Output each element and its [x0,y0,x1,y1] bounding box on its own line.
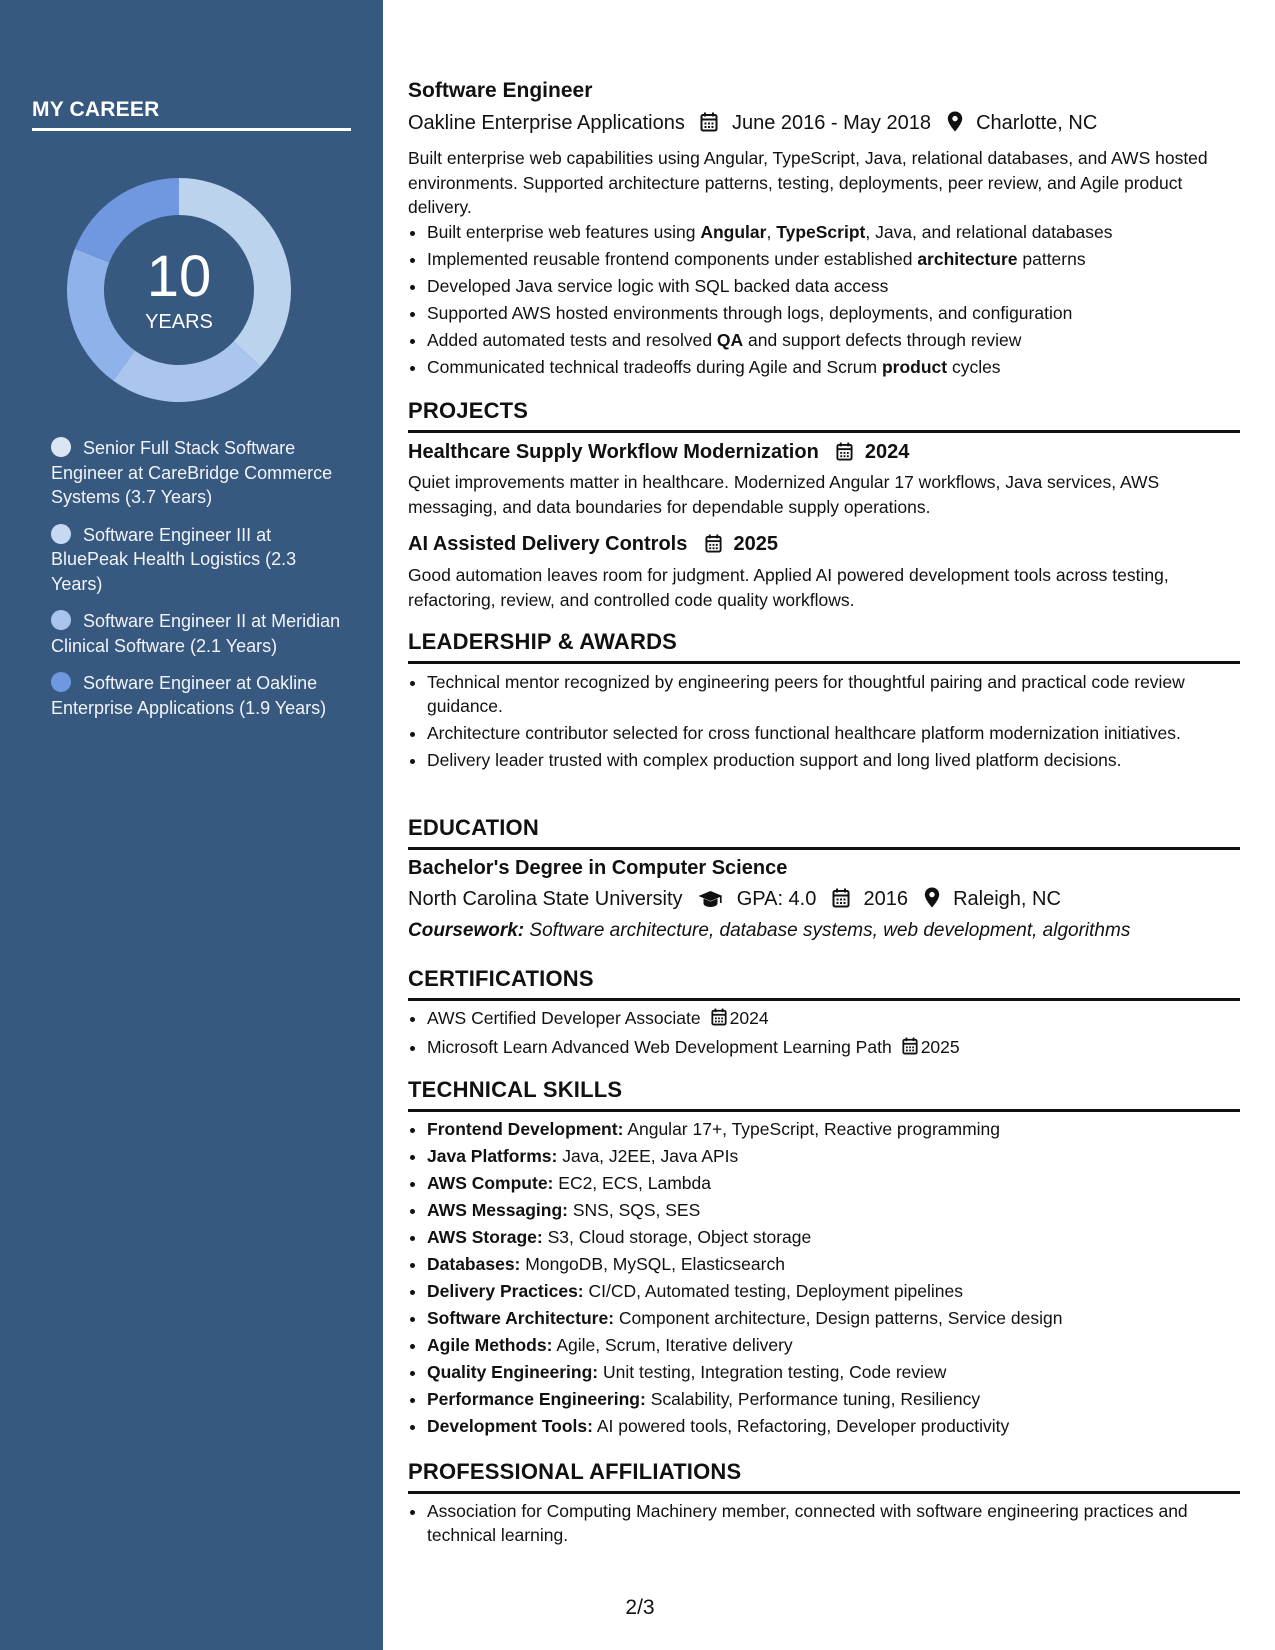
leadership-item: • Technical mentor recognized by engineering peers for thoughtful pairing and practical code review guidance. [427,670,1240,718]
bullet-text: Communicated technical tradeoffs during Agile and Scrum [427,357,882,377]
affiliations-list-wrap [408,1499,1240,1550]
project-description: Good automation leaves room for judgment. Applied AI powered development tools across testing, refactoring, review, and controlled code quality workflows. [408,565,1169,610]
skills-heading: TECHNICAL SKILLS [408,1077,1240,1112]
bold-keyword: TypeScript [776,222,866,242]
bullet-text: Built enterprise web features using [427,222,701,242]
certification-item [427,1005,1240,1034]
career-item [51,436,341,510]
career-item [51,671,341,720]
map-pin-icon [924,887,940,914]
skill-item [427,1359,1240,1386]
leadership-list-wrap [408,670,1240,775]
bullet-text: patterns [1017,249,1086,269]
skill-item [427,1305,1240,1332]
job-bullet [427,300,1240,327]
bullet-text: Developed Java service logic with SQL backed data access [427,276,889,296]
career-item [51,609,341,658]
affiliation-item: • Association for Computing Machinery member, connected with software engineering practices and technical learning. [427,1499,1240,1547]
job-company: Oakline Enterprise Applications [408,112,685,134]
skill-item [427,1170,1240,1197]
skill-value: Unit testing, Integration testing, Code review [603,1362,947,1382]
job-dates: June 2016 - May 2018 [731,112,931,134]
skills-list [408,1116,1240,1440]
career-item [51,523,341,597]
affiliations-heading: PROFESSIONAL AFFILIATIONS [408,1459,1240,1494]
donut-years-unit: YEARS [145,311,213,333]
page-number: 2/3 [625,1596,655,1619]
bold-keyword: architecture [917,249,1018,269]
skill-value: Java, J2EE, Java APIs [562,1146,739,1166]
skill-value: Scalability, Performance tuning, Resiliency [650,1389,981,1409]
skill-label: AWS Storage: [427,1227,543,1247]
skill-label: AWS Messaging: [427,1200,568,1220]
skill-value: Angular 17+, TypeScript, Reactive programming [627,1119,1001,1139]
certification-name: Microsoft Learn Advanced Web Development Learning Path [427,1037,892,1057]
skill-label: Databases: [427,1254,521,1274]
job-bullet [427,246,1240,273]
sidebar-title: MY CAREER [32,98,351,131]
bullet-text: , Java, and relational databases [865,222,1113,242]
bullet-text: Added automated tests and resolved [427,330,717,350]
job-bullet [427,219,1240,246]
leadership-item: • Delivery leader trusted with complex production support and long lived platform decisions. [427,748,1240,772]
skill-value: S3, Cloud storage, Object storage [547,1227,812,1247]
calendar-icon [836,442,853,467]
donut-segment [113,341,260,402]
skill-label: Quality Engineering: [427,1362,599,1382]
project-title: AI Assisted Delivery Controls [408,533,688,555]
certification-item [427,1034,1240,1063]
leadership-item: • Architecture contributor selected for cross functional healthcare platform modernization initiatives. [427,721,1240,745]
calendar-icon [700,112,718,138]
job-meta [408,111,1240,138]
school-name: North Carolina State University [408,888,683,910]
calendar-icon [705,534,722,559]
bullet-text: and support defects through review [743,330,1022,350]
certifications-list [408,1005,1240,1063]
donut-years-value: 10 [146,244,212,309]
calendar-icon [711,1007,727,1034]
project-title: Healthcare Supply Workflow Modernization [408,441,819,463]
skill-item [427,1116,1240,1143]
calendar-icon [902,1036,918,1063]
skill-item [427,1197,1240,1224]
skill-label: AWS Compute: [427,1173,554,1193]
bullet-text: , [766,222,777,242]
projects-heading: PROJECTS [408,398,1240,433]
skill-label: Agile Methods: [427,1335,553,1355]
skill-value: EC2, ECS, Lambda [558,1173,711,1193]
bold-keyword: QA [716,330,744,350]
career-dot-icon [51,524,71,544]
skill-label: Java Platforms: [427,1146,558,1166]
job-summary: Built enterprise web capabilities using Angular, TypeScript, Java, relational databases, and AWS hosted environments. Supported architecture patterns, testing, deployments, peer review, and Agile product delivery. [408,148,1208,217]
job-bullet [427,327,1240,354]
skill-value: AI powered tools, Refactoring, Developer productivity [596,1416,1010,1436]
career-dot-icon [51,437,71,457]
school-location: Raleigh, NC [953,888,1061,910]
job-bullets-wrap [408,219,1240,381]
leadership-heading: LEADERSHIP & AWARDS [408,629,1240,664]
education-heading: EDUCATION [408,815,1240,850]
bullet-text: Supported AWS hosted environments through logs, deployments, and configuration [427,303,1073,323]
project-year: 2024 [864,441,910,463]
job-title: Software Engineer [408,79,593,102]
skill-label: Development Tools: [427,1416,593,1436]
job-location: Charlotte, NC [976,112,1098,134]
career-dot-icon [51,610,71,630]
skill-item [427,1332,1240,1359]
career-item-text: Software Engineer III at BluePeak Health Logistics (2.3 Years) [51,524,297,594]
bold-keyword: Angular [700,222,767,242]
project-title-row [408,533,1240,559]
gpa: GPA: 4.0 [736,888,817,910]
career-item-text: Senior Full Stack Software Engineer at CareBridge Commerce Systems (3.7 Years) [51,438,333,507]
bold-keyword: product [881,357,948,377]
skill-value: MongoDB, MySQL, Elasticsearch [525,1254,785,1274]
job-bullet [427,354,1240,381]
map-pin-icon [947,111,963,138]
skill-item [427,1143,1240,1170]
project-year: 2025 [733,533,778,555]
skill-value: Component architecture, Design patterns, Service design [618,1308,1063,1328]
project-title-row [408,441,1240,467]
bullet-text: cycles [947,357,1001,377]
bullet-text: Implemented reusable frontend components under established [427,249,918,269]
skill-label: Performance Engineering: [427,1389,646,1409]
certifications-list-wrap [408,1005,1240,1063]
skill-value: SNS, SQS, SES [572,1200,701,1220]
coursework-line [408,920,1240,942]
career-sidebar [0,0,383,1650]
graduation-year: 2016 [863,888,908,910]
skills-list-wrap [408,1116,1240,1440]
graduation-cap-icon [698,890,723,914]
career-item-text: Software Engineer II at Meridian Clinical Software (2.1 Years) [51,611,341,656]
calendar-icon [832,888,850,914]
degree-title: Bachelor's Degree in Computer Science [408,857,788,879]
education-meta [408,887,1240,914]
skill-item [427,1224,1240,1251]
coursework-label: Coursework: [408,920,525,941]
skill-item [427,1413,1240,1440]
certification-year: 2025 [920,1037,960,1057]
skill-item [427,1278,1240,1305]
career-history-list [51,436,341,733]
skill-label: Software Architecture: [427,1308,615,1328]
career-item-text: Software Engineer at Oakline Enterprise Applications (1.9 Years) [51,673,327,718]
leadership-list [408,670,1240,772]
skill-value: CI/CD, Automated testing, Deployment pipelines [588,1281,964,1301]
job-bullet [427,273,1240,300]
career-dot-icon [51,672,71,692]
skill-value: Agile, Scrum, Iterative delivery [556,1335,793,1355]
certification-name: AWS Certified Developer Associate [427,1008,701,1028]
certifications-heading: CERTIFICATIONS [408,966,1240,1001]
skill-item [427,1251,1240,1278]
skill-item [427,1386,1240,1413]
skill-label: Delivery Practices: [427,1281,584,1301]
certification-year: 2024 [729,1008,769,1028]
project-description: Quiet improvements matter in healthcare. Modernized Angular 17 workflows, Java services, AWS messaging, and data boundaries for dependable supply operations. [408,472,1160,517]
skill-label: Frontend Development: [427,1119,624,1139]
job-bullets [408,219,1240,381]
affiliations-list [408,1499,1240,1547]
coursework-text: Software architecture, database systems, web development, algorithms [529,920,1131,941]
